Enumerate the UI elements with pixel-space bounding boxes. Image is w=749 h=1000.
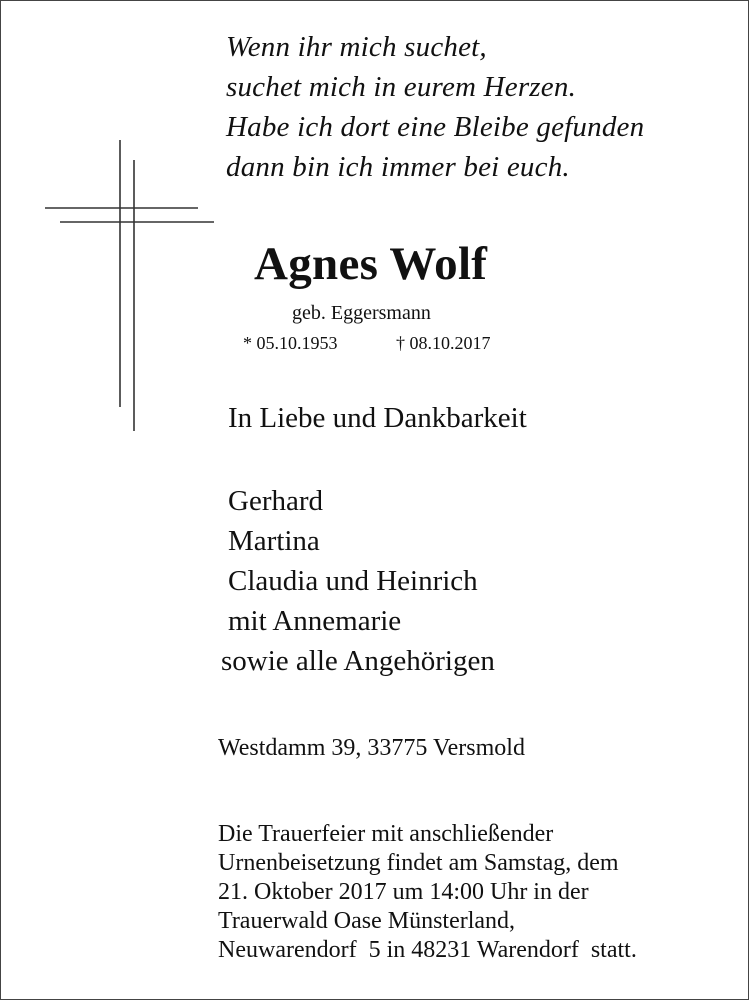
mourner: Gerhard — [228, 485, 324, 517]
ceremony-line: Trauerwald Oase Münsterland, — [218, 908, 516, 934]
cross-icon — [40, 135, 220, 435]
relatives-line: sowie alle Angehörigen — [221, 645, 495, 677]
poem-line: Wenn ihr mich suchet, — [226, 31, 487, 63]
address: Westdamm 39, 33775 Versmold — [218, 735, 525, 761]
poem-line: Habe ich dort eine Bleibe gefunden — [226, 111, 645, 143]
mourner: Claudia und Heinrich — [228, 565, 478, 597]
dedication: In Liebe und Dankbarkeit — [228, 402, 527, 434]
ceremony-line: Neuwarendorf 5 in 48231 Warendorf statt. — [218, 937, 637, 963]
maiden-name: geb. Eggersmann — [292, 302, 431, 324]
ceremony-details — [218, 820, 637, 965]
poem — [226, 27, 644, 187]
mourner: Martina — [228, 525, 320, 557]
birth-date: * 05.10.1953 — [243, 333, 338, 353]
ceremony-line: Die Trauerfeier mit anschließender — [218, 821, 554, 847]
ceremony-line: 21. Oktober 2017 um 14:00 Uhr in der — [218, 879, 589, 905]
poem-line: dann bin ich immer bei euch. — [226, 151, 570, 183]
mourners-list — [228, 481, 478, 641]
death-date: † 08.10.2017 — [396, 333, 491, 353]
deceased-name: Agnes Wolf — [254, 238, 488, 290]
poem-line: suchet mich in eurem Herzen. — [226, 71, 577, 103]
ceremony-line: Urnenbeisetzung findet am Samstag, dem — [218, 850, 619, 876]
mourner: mit Annemarie — [228, 605, 402, 637]
